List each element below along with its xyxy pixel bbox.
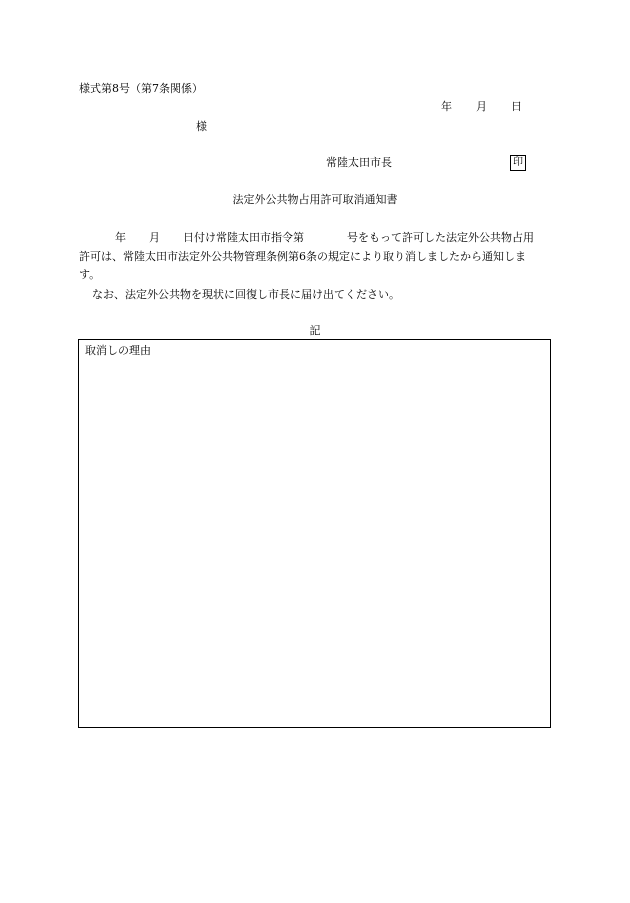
seal-mark (510, 155, 526, 171)
body-line-4: なお、法定外公共物を現状に回復し市長に届け出てください。 (92, 288, 400, 301)
issuer-name: 常陸太田市長 (326, 156, 392, 169)
ki-heading: 記 (309, 324, 321, 337)
date-month-label: 月 (476, 100, 487, 113)
date-year-label: 年 (441, 100, 452, 113)
reason-label: 取消しの理由 (85, 344, 151, 357)
seal-label: 印 (513, 157, 523, 168)
body-year-label: 年 (115, 231, 126, 244)
form-number: 様式第8号（第7条関係） (79, 82, 203, 95)
addressee-suffix: 様 (196, 120, 207, 133)
reason-box (78, 339, 551, 728)
document-title: 法定外公共物占用許可取消通知書 (232, 193, 398, 206)
body-number-text: 号をもって許可した法定外公共物占用 (347, 231, 534, 244)
body-day-text: 日付け常陸太田市指令第 (183, 231, 304, 244)
body-line-1 (0, 232, 630, 244)
body-line-2: 許可は、常陸太田市法定外公共物管理条例第6条の規定により取り消しましたから通知しま (79, 250, 526, 263)
date-day-label: 日 (511, 100, 522, 113)
body-line-3: す。 (79, 268, 101, 281)
body-month-label: 月 (149, 231, 160, 244)
